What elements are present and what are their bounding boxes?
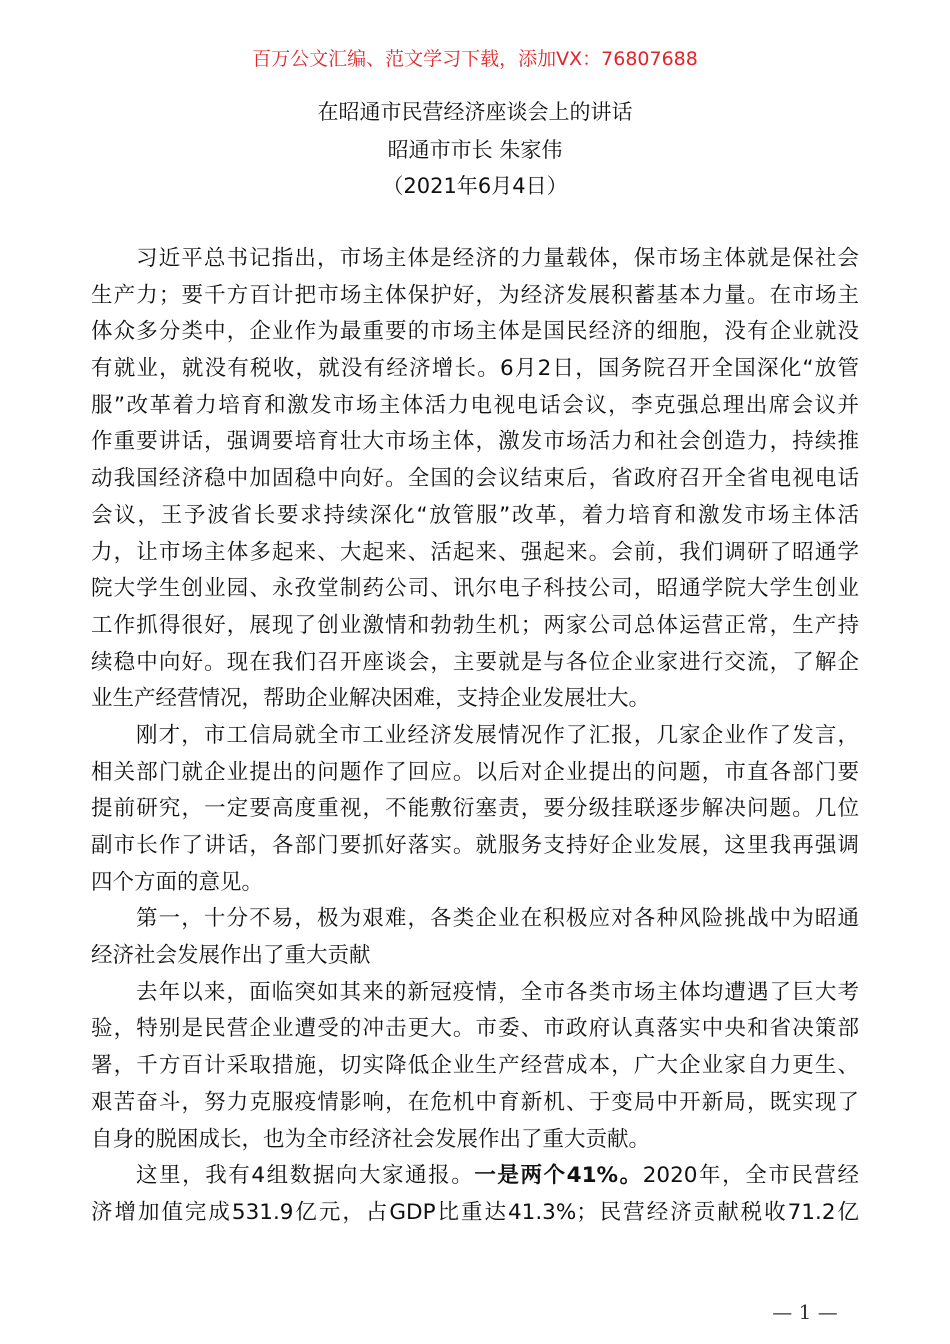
text-line: 提前研究，一定要高度重视，不能敷衍塞责，要分级挂联逐步解决问题。几位: [91, 796, 859, 822]
document-date: （2021年6月4日）: [382, 174, 568, 198]
text-line: 习近平总书记指出，市场主体是经济的力量载体，保市场主体就是保社会: [136, 246, 859, 271]
text-line: 副市长作了讲话，各部门要抓好落实。就服务支持好企业发展，这里我再强调: [91, 833, 859, 858]
text-line: 四个方面的意见。: [91, 869, 264, 895]
text-line: 刚才，市工信局就全市工业经济发展情况作了汇报，几家企业作了发言，: [136, 722, 859, 748]
text-line: 续稳中向好。现在我们召开座谈会，主要就是与各位企业家进行交流，了解企: [91, 649, 859, 675]
text-line: 验，特别是民营企业遭受的冲击更大。市委、市政府认真落实中央和省决策部: [91, 1016, 859, 1042]
text-line: 济增加值完成531.9亿元，占GDP比重达41.3%；民营经济贡献税收71.2亿: [91, 1199, 859, 1225]
text-line: 会议，王予波省长要求持续深化“放管服”改革，着力培育和激发市场主体活: [91, 502, 859, 528]
section-heading-line: 经济社会发展作出了重大贡献: [91, 943, 371, 969]
text-run: 2020年，全市民营经: [642, 1163, 859, 1189]
text-line: 业生产经营情况，帮助企业解决困难，支持企业发展壮大。: [91, 686, 651, 712]
text-line: 体众多分类中，企业作为最重要的市场主体是国民经济的细胞，没有企业就没: [91, 319, 859, 345]
document-author: 昭通市市长 朱家伟: [387, 138, 563, 162]
text-line: 生产力；要千方百计把市场主体保护好，为经济发展积蓄基本力量。在市场主: [91, 282, 859, 308]
document-body: [91, 241, 859, 1232]
document-title: 在昭通市民营经济座谈会上的讲话: [317, 100, 633, 124]
text-line: 署，千方百计采取措施，切实降低企业生产经营成本，广大企业家自力更生、: [91, 1053, 859, 1079]
text-line: 自身的脱困成长，也为全市经济社会发展作出了重大贡献。: [91, 1126, 651, 1152]
text-run: 这里，我有4组数据向大家通报。: [136, 1163, 475, 1189]
text-line: 工作抓得很好，展现了创业激情和勃勃生机；两家公司总体运营正常，生产持: [91, 612, 859, 638]
watermark: 百万公文汇编、范文学习下载，添加VX：76807688: [252, 48, 698, 70]
text-line: 相关部门就企业提出的问题作了回应。以后对企业提出的问题，市直各部门要: [91, 759, 859, 785]
section-heading-line: 第一，十分不易，极为艰难，各类企业在积极应对各种风险挑战中为昭通: [136, 906, 859, 932]
text-line: [91, 1158, 859, 1195]
text-line: 有就业，就没有税收，就没有经济增长。6月2日，国务院召开全国深化“放管: [91, 356, 859, 382]
bold-text-run: 一是两个41%。: [474, 1163, 643, 1189]
text-line: 力，让市场主体多起来、大起来、活起来、强起来。会前，我们调研了昭通学: [91, 539, 859, 565]
text-line: 院大学生创业园、永孜堂制药公司、讯尔电子科技公司，昭通学院大学生创业: [91, 576, 859, 602]
text-line: 作重要讲话，强调要培育壮大市场主体，激发市场活力和社会创造力，持续推: [91, 429, 859, 455]
text-line: 艰苦奋斗，努力克服疫情影响，在危机中育新机、于变局中开新局，既实现了: [91, 1089, 859, 1115]
page-number: — 1 —: [772, 1300, 838, 1324]
text-line: 动我国经济稳中加固稳中向好。全国的会议结束后，省政府召开全省电视电话: [91, 466, 859, 492]
text-line: 去年以来，面临突如其来的新冠疫情，全市各类市场主体均遭遇了巨大考: [136, 979, 859, 1005]
text-line: 服”改革着力培育和激发市场主体活力电视电话会议，李克强总理出席会议并: [91, 392, 859, 418]
